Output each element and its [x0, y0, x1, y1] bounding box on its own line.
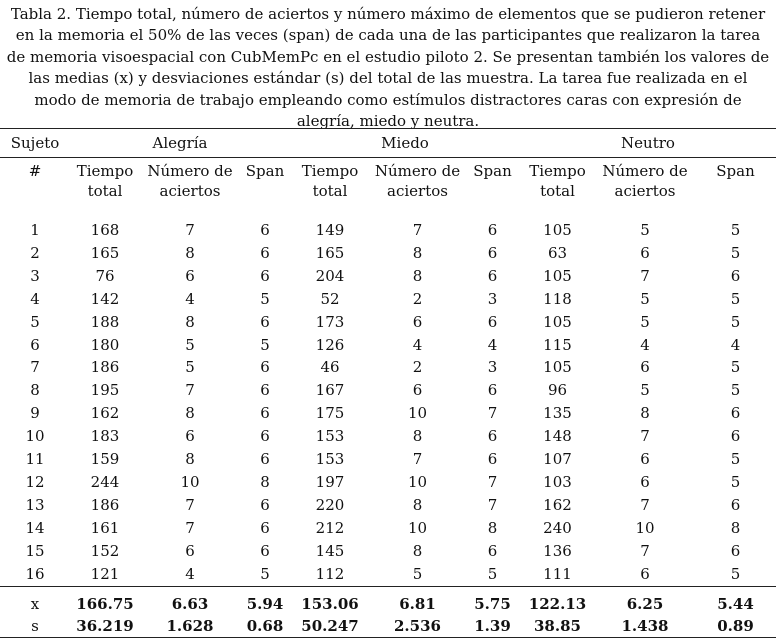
table-cell: 5 — [730, 472, 741, 491]
table-cell: 6 — [730, 427, 741, 446]
table-cell: 175 — [315, 404, 345, 423]
table-cell: 1.438 — [595, 615, 695, 638]
table-row — [0, 356, 776, 379]
table-cell: 7 — [487, 472, 498, 491]
table-cell: 6 — [487, 450, 498, 469]
table-cell: 103 — [543, 472, 572, 491]
table-cell: 8 — [487, 518, 498, 537]
table-cell: 165 — [90, 243, 120, 262]
table-cell: 11 — [25, 450, 45, 469]
table-cell: 7 — [185, 518, 195, 537]
table-cell: 4 — [487, 335, 498, 354]
header-subject-num: # — [0, 158, 70, 210]
data-table — [0, 128, 776, 638]
table-cell: 5 — [730, 221, 741, 239]
table-cell: 6 — [730, 541, 741, 560]
table-cell: 36.219 — [70, 615, 140, 638]
table-cell: 8 — [185, 404, 195, 423]
table-cell: 10 — [180, 472, 200, 491]
table-cell: 112 — [315, 564, 345, 583]
table-row — [0, 471, 776, 494]
table-cell: 96 — [547, 381, 568, 400]
table-cell: 149 — [315, 221, 345, 239]
header-group-alegria: Alegría — [70, 129, 290, 158]
table-cell: 50.247 — [290, 615, 370, 638]
table-cell: 6 — [487, 243, 498, 262]
table-cell: 10 — [407, 404, 428, 423]
table-row — [0, 540, 776, 563]
table-cell: 186 — [90, 495, 120, 514]
table-cell: 6 — [412, 312, 423, 331]
header-aciertos: Número de aciertos — [595, 158, 695, 210]
table-cell: 12 — [25, 472, 45, 491]
table-cell: 6 — [487, 221, 498, 239]
table-cell: 5 — [640, 312, 650, 331]
table-cell: 105 — [543, 266, 572, 285]
table-cell: 0.89 — [695, 615, 776, 638]
table-cell: 7 — [487, 495, 498, 514]
table-cell: 1 — [30, 221, 40, 239]
table-cell: 2 — [412, 358, 423, 377]
table-cell: 8 — [412, 495, 423, 514]
table-cell: 10 — [407, 472, 428, 491]
table-cell: 6 — [640, 358, 650, 377]
table-cell: 63 — [547, 243, 568, 262]
table-cell: 7 — [487, 404, 498, 423]
table-cell: 8 — [412, 541, 423, 560]
table-cell: 5 — [260, 564, 270, 583]
table-cell: 5 — [640, 221, 650, 239]
table-cell: 3 — [487, 358, 498, 377]
table-cell: 10 — [25, 427, 45, 446]
table-cell: 122.13 — [528, 594, 587, 613]
table-cell: 1.39 — [465, 615, 520, 638]
table-cell: 8 — [730, 518, 741, 537]
table-cell: 6 — [487, 381, 498, 400]
table-cell: 6 — [260, 312, 270, 331]
table-cell: 76 — [95, 266, 115, 285]
table-cell: 15 — [25, 541, 45, 560]
table-row — [0, 311, 776, 334]
table-cell: 8 — [185, 450, 195, 469]
table-cell: 7 — [412, 450, 423, 469]
table-cell: 5.44 — [717, 594, 754, 613]
table-cell: 197 — [315, 472, 345, 491]
table-cell: 7 — [185, 495, 195, 514]
table-cell: 8 — [412, 243, 423, 262]
header-group-miedo: Miedo — [290, 129, 520, 158]
table-cell: 6 — [260, 427, 270, 446]
table-cell: 52 — [320, 289, 340, 308]
header-span: Span — [695, 158, 776, 210]
table-cell: 153 — [315, 427, 345, 446]
table-cell: 5.94 — [246, 594, 284, 613]
table-cell: 3 — [487, 289, 498, 308]
table-cell: 4 — [185, 289, 195, 308]
table-cell: 5 — [412, 564, 423, 583]
table-cell: 6 — [260, 450, 270, 469]
table-cell: 6 — [487, 312, 498, 331]
table-cell: 6 — [260, 358, 270, 377]
header-span: Span — [240, 158, 290, 210]
table-cell: 6 — [487, 266, 498, 285]
stats-body — [0, 586, 776, 637]
table-cell: 5 — [730, 312, 741, 331]
table-cell: 7 — [185, 221, 195, 239]
stat-row — [0, 615, 776, 638]
table-cell: 136 — [543, 541, 572, 560]
table-cell: 167 — [315, 381, 345, 400]
header-aciertos: Número de aciertos — [370, 158, 465, 210]
table-cell: 5 — [730, 243, 741, 262]
table-cell: 4 — [640, 335, 650, 354]
table-cell: 6 — [260, 404, 270, 423]
table-cell: 6.25 — [626, 594, 664, 613]
table-cell: 6 — [730, 495, 741, 514]
table-row — [0, 242, 776, 265]
table-cell: 8 — [185, 243, 195, 262]
table-row — [0, 402, 776, 425]
table-cell: 111 — [543, 564, 572, 583]
table-cell: 6 — [185, 427, 195, 446]
table-row — [0, 425, 776, 448]
table-cell: 7 — [640, 266, 650, 285]
table-cell: 16 — [25, 564, 45, 583]
table-cell: 162 — [90, 404, 120, 423]
table-row — [0, 334, 776, 357]
table-cell: 153.06 — [301, 594, 359, 613]
group-header-row — [0, 129, 776, 158]
header-tiempo: Tiempo total — [70, 158, 140, 210]
table-cell: 7 — [640, 495, 650, 514]
table-cell: 148 — [543, 427, 572, 446]
table-cell: 6 — [185, 266, 195, 285]
table-cell: 6 — [640, 472, 650, 491]
table-cell: 5 — [730, 450, 741, 469]
table-cell: 7 — [30, 358, 40, 377]
table-cell: 38.85 — [520, 615, 595, 638]
table-cell: 3 — [30, 266, 40, 285]
table-cell: 5 — [185, 335, 195, 354]
table-cell: 5 — [487, 564, 498, 583]
table-cell: 173 — [315, 312, 345, 331]
table-cell: 5 — [30, 312, 40, 331]
table-cell: 6.63 — [171, 594, 209, 613]
table-cell: 8 — [412, 427, 423, 446]
table-cell: 162 — [543, 495, 572, 514]
table-cell: 195 — [90, 381, 120, 400]
table-cell: 8 — [260, 472, 270, 491]
header-tiempo: Tiempo total — [290, 158, 370, 210]
table-caption: Tabla 2. Tiempo total, número de aciertos y número máximo de elementos que se pudieron retener en la memoria el 50% de las veces (span) de cada una de las participantes que realizaron la tarea de memoria visoespacial con CubMemPc en el estudio piloto 2. Se presentan también los valores de las medias (x) y desviaciones estándar (s) del total de las muestra. La tarea fue realizada en el modo de memoria de trabajo empleando como estímulos distractores caras con expresión de alegría, miedo y neutra. — [6, 5, 770, 131]
table-cell: 5 — [260, 335, 270, 354]
table-cell: 6 — [260, 495, 270, 514]
table-cell: 5 — [260, 289, 270, 308]
table-cell: 121 — [90, 564, 120, 583]
table-cell: 6 — [260, 518, 270, 537]
table-cell: 115 — [543, 335, 572, 354]
table-cell: 204 — [315, 266, 345, 285]
table-cell: 165 — [315, 243, 345, 262]
table-cell: 126 — [315, 335, 345, 354]
table-row — [0, 563, 776, 586]
table-cell: 14 — [25, 518, 45, 537]
table-cell: 6 — [260, 381, 270, 400]
table-cell: 186 — [90, 358, 120, 377]
table-cell: 105 — [543, 312, 572, 331]
table-cell: 8 — [640, 404, 650, 423]
table-cell: 180 — [90, 335, 120, 354]
data-body — [0, 209, 776, 586]
header-tiempo: Tiempo total — [520, 158, 595, 210]
table-cell: 105 — [543, 221, 572, 239]
table-cell: 10 — [407, 518, 428, 537]
table-cell: 6 — [185, 541, 195, 560]
table-cell: 5 — [730, 564, 741, 583]
table-row — [0, 517, 776, 540]
table-cell: 168 — [90, 221, 120, 239]
table-cell: 5 — [730, 381, 741, 400]
table-cell: 159 — [90, 450, 120, 469]
table-cell: 6 — [487, 541, 498, 560]
stat-row — [0, 593, 776, 615]
table-cell: 6 — [730, 404, 741, 423]
table-cell: 244 — [90, 472, 120, 491]
table-cell: 6 — [640, 450, 650, 469]
table-cell: x — [30, 594, 40, 613]
table-cell: 8 — [412, 266, 423, 285]
table-row — [0, 494, 776, 517]
table-cell: 8 — [30, 381, 40, 400]
table-cell: 6 — [260, 266, 270, 285]
table-cell: 4 — [412, 335, 423, 354]
table-cell: s — [0, 615, 70, 638]
table-cell: 188 — [90, 312, 120, 331]
table-cell: 183 — [90, 427, 120, 446]
table-cell: 13 — [25, 495, 45, 514]
table-cell: 142 — [90, 289, 120, 308]
table-cell: 135 — [543, 404, 572, 423]
table-cell: 6 — [730, 266, 741, 285]
table-cell: 6 — [412, 381, 423, 400]
header-group-neutro: Neutro — [520, 129, 776, 158]
table-cell: 2 — [412, 289, 423, 308]
table-cell: 118 — [543, 289, 572, 308]
table-cell: 7 — [412, 221, 423, 239]
table-cell: 6.81 — [399, 594, 436, 613]
table-row — [0, 448, 776, 471]
table-cell: 6 — [640, 243, 650, 262]
table-cell: 220 — [315, 495, 345, 514]
table-cell: 9 — [30, 404, 40, 423]
table-cell: 8 — [185, 312, 195, 331]
table-row — [0, 288, 776, 311]
table-row — [0, 379, 776, 402]
table-cell: 107 — [543, 450, 572, 469]
table-cell: 240 — [543, 518, 572, 537]
header-aciertos: Número de aciertos — [140, 158, 240, 210]
table-cell: 5 — [730, 358, 741, 377]
table-cell: 6 — [640, 564, 650, 583]
table-cell: 4 — [185, 564, 195, 583]
table-cell: 46 — [320, 358, 340, 377]
table-cell: 1.628 — [140, 615, 240, 638]
table-cell: 10 — [635, 518, 655, 537]
table-cell: 105 — [543, 358, 572, 377]
table-cell: 145 — [315, 541, 345, 560]
sub-header-row — [0, 158, 776, 210]
table-cell: 6 — [260, 243, 270, 262]
table-cell: 5 — [185, 358, 195, 377]
table-cell: 4 — [30, 289, 40, 308]
table-cell: 4 — [730, 335, 741, 354]
table-cell: 7 — [640, 541, 650, 560]
table-cell: 5.75 — [474, 594, 511, 613]
table-cell: 2.536 — [370, 615, 465, 638]
table-cell: 7 — [185, 381, 195, 400]
table-cell: 6 — [260, 221, 270, 239]
table-cell: 6 — [260, 541, 270, 560]
table-cell: 2 — [30, 243, 40, 262]
table-row — [0, 265, 776, 288]
table-cell: 6 — [487, 427, 498, 446]
table-cell: 212 — [315, 518, 345, 537]
table-cell: 7 — [640, 427, 650, 446]
table-row — [0, 219, 776, 242]
table-cell: 0.68 — [240, 615, 290, 638]
table-cell: 152 — [90, 541, 120, 560]
header-span: Span — [465, 158, 520, 210]
table-cell: 5 — [730, 289, 741, 308]
table-cell: 166.75 — [76, 594, 134, 613]
table-cell: 161 — [90, 518, 120, 537]
table-cell: 5 — [640, 289, 650, 308]
table-cell: 6 — [30, 335, 40, 354]
header-subject: Sujeto — [0, 129, 70, 158]
table-cell: 153 — [315, 450, 345, 469]
table-cell: 5 — [640, 381, 650, 400]
